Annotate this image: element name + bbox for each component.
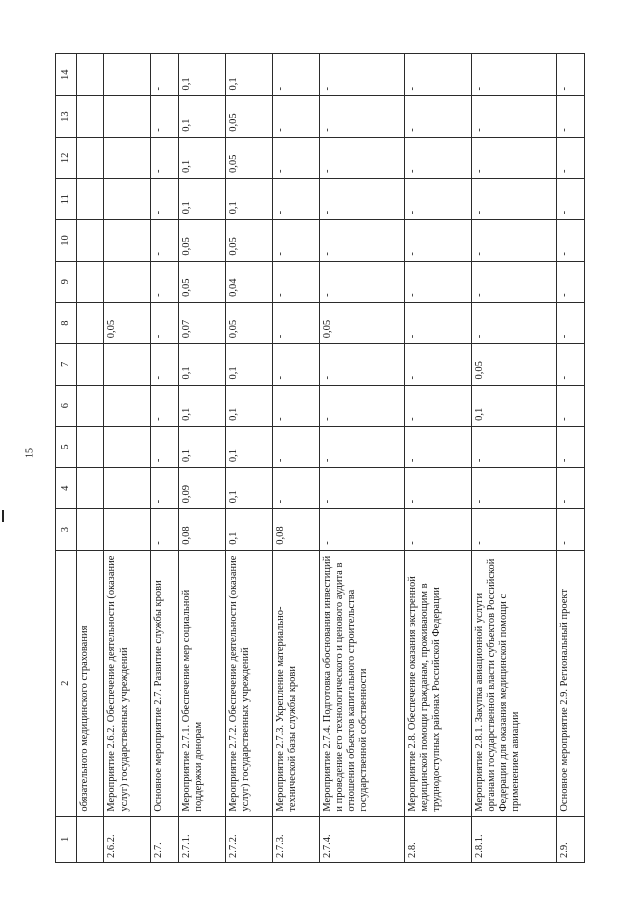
header-cell: 3 [56, 509, 77, 550]
value-cell: 0,08 [272, 509, 319, 550]
table-row [405, 54, 471, 863]
value-cell [77, 179, 104, 220]
value-cell: 0,1 [178, 385, 225, 426]
row-number-cell [77, 816, 104, 862]
table-row [104, 54, 151, 863]
value-cell: 0,1 [178, 96, 225, 137]
value-cell: - [405, 344, 471, 385]
value-cell [104, 426, 151, 467]
value-cell: - [557, 54, 585, 96]
value-cell [77, 137, 104, 178]
value-cell: 0,05 [225, 220, 272, 261]
value-cell: - [405, 96, 471, 137]
value-cell: - [471, 468, 557, 509]
value-cell: - [272, 220, 319, 261]
value-cell: 0,1 [225, 426, 272, 467]
row-number-cell: 2.7.3. [272, 816, 319, 862]
value-cell: - [557, 137, 585, 178]
row-name-cell: Основное мероприятие 2.7. Развитие службы крови [151, 550, 178, 816]
value-cell: - [405, 261, 471, 302]
value-cell: 0,05 [104, 302, 151, 343]
value-cell: - [272, 426, 319, 467]
table-row [272, 54, 319, 863]
row-name-cell: Мероприятие 2.7.1. Обеспечение мер социальной поддержки донорам [178, 550, 225, 816]
value-cell: 0,1 [225, 179, 272, 220]
table-row [151, 54, 178, 863]
value-cell: 0,1 [225, 468, 272, 509]
value-cell: - [319, 96, 405, 137]
value-cell: 0,1 [471, 385, 557, 426]
value-cell: - [151, 509, 178, 550]
value-cell [104, 509, 151, 550]
value-cell: - [471, 302, 557, 343]
value-cell: 0,1 [225, 385, 272, 426]
value-cell: - [405, 426, 471, 467]
value-cell: - [272, 179, 319, 220]
value-cell: - [272, 261, 319, 302]
row-number-cell: 2.8. [405, 816, 471, 862]
value-cell: - [151, 220, 178, 261]
row-name-cell: Мероприятие 2.7.2. Обеспечение деятельности (оказание услуг) государственных учреждений [225, 550, 272, 816]
value-cell: 0,05 [225, 96, 272, 137]
table-row [225, 54, 272, 863]
header-cell: 7 [56, 344, 77, 385]
row-name-cell: Мероприятие 2.8. Обеспечение оказания экстренной медицинской помощи гражданам, проживающим в труднодоступных районах Российской Федерации [405, 550, 471, 816]
value-cell: - [151, 96, 178, 137]
value-cell [77, 385, 104, 426]
value-cell: - [272, 302, 319, 343]
value-cell: 0,05 [225, 302, 272, 343]
value-cell: - [471, 509, 557, 550]
value-cell [104, 385, 151, 426]
value-cell: - [405, 220, 471, 261]
header-cell: 10 [56, 220, 77, 261]
value-cell: - [319, 344, 405, 385]
header-cell: 9 [56, 261, 77, 302]
value-cell: - [405, 385, 471, 426]
value-cell: - [557, 302, 585, 343]
row-number-cell: 2.7.1. [178, 816, 225, 862]
value-cell: 0,07 [178, 302, 225, 343]
value-cell: - [151, 344, 178, 385]
value-cell: - [319, 468, 405, 509]
value-cell: - [151, 385, 178, 426]
value-cell: - [557, 509, 585, 550]
margin-mark [2, 510, 4, 522]
value-cell: - [557, 344, 585, 385]
value-cell: - [557, 261, 585, 302]
value-cell: - [151, 302, 178, 343]
value-cell: - [151, 179, 178, 220]
value-cell [104, 261, 151, 302]
header-cell: 11 [56, 179, 77, 220]
header-cell: 12 [56, 137, 77, 178]
value-cell: - [471, 179, 557, 220]
value-cell: - [272, 137, 319, 178]
value-cell: 0,1 [225, 54, 272, 96]
value-cell: 0,05 [471, 344, 557, 385]
value-cell [77, 509, 104, 550]
value-cell: 0,1 [225, 344, 272, 385]
value-cell: - [405, 137, 471, 178]
value-cell [104, 54, 151, 96]
table-row [471, 54, 557, 863]
header-cell: 1 [56, 816, 77, 862]
rotated-table-container [55, 53, 585, 863]
value-cell [77, 426, 104, 467]
value-cell: - [272, 54, 319, 96]
value-cell: - [319, 179, 405, 220]
header-cell: 14 [56, 54, 77, 96]
value-cell: - [405, 509, 471, 550]
row-name-cell: Мероприятие 2.8.1. Закупка авиационной услуги органами государственной власти субъектов Российской Федерации для оказания медицинской помощи с применением авиации [471, 550, 557, 816]
value-cell: - [319, 261, 405, 302]
value-cell [77, 96, 104, 137]
value-cell: - [272, 468, 319, 509]
value-cell: - [471, 220, 557, 261]
value-cell [77, 220, 104, 261]
value-cell: - [405, 54, 471, 96]
value-cell: - [557, 179, 585, 220]
header-cell: 8 [56, 302, 77, 343]
value-cell [104, 137, 151, 178]
value-cell: 0,1 [178, 54, 225, 96]
value-cell: - [272, 385, 319, 426]
row-number-cell: 2.9. [557, 816, 585, 862]
value-cell: 0,1 [225, 509, 272, 550]
header-cell: 13 [56, 96, 77, 137]
value-cell: - [557, 426, 585, 467]
row-number-cell: 2.6.2. [104, 816, 151, 862]
value-cell [77, 261, 104, 302]
value-cell [104, 468, 151, 509]
value-cell: - [319, 54, 405, 96]
value-cell: 0,04 [225, 261, 272, 302]
value-cell: - [471, 137, 557, 178]
table-row [557, 54, 585, 863]
table-row [319, 54, 405, 863]
table-row [77, 54, 104, 863]
value-cell: 0,1 [178, 179, 225, 220]
value-cell: - [319, 509, 405, 550]
value-cell: - [471, 426, 557, 467]
value-cell: - [319, 220, 405, 261]
value-cell [104, 220, 151, 261]
value-cell: 0,05 [319, 302, 405, 343]
value-cell: - [471, 261, 557, 302]
value-cell: - [319, 385, 405, 426]
value-cell: - [272, 344, 319, 385]
value-cell: 0,08 [178, 509, 225, 550]
value-cell [104, 96, 151, 137]
value-cell: - [557, 385, 585, 426]
row-name-cell: Мероприятие 2.7.3. Укрепление материально-технической базы службы крови [272, 550, 319, 816]
value-cell: 0,1 [178, 426, 225, 467]
value-cell: - [557, 468, 585, 509]
value-cell: - [557, 220, 585, 261]
header-cell: 4 [56, 468, 77, 509]
value-cell: - [272, 96, 319, 137]
value-cell [77, 344, 104, 385]
value-cell [77, 54, 104, 96]
header-cell: 6 [56, 385, 77, 426]
row-number-cell: 2.7.4. [319, 816, 405, 862]
value-cell: - [151, 54, 178, 96]
value-cell: - [151, 137, 178, 178]
value-cell [77, 468, 104, 509]
header-row [56, 54, 77, 863]
table-row [178, 54, 225, 863]
value-cell: - [151, 261, 178, 302]
value-cell: - [151, 468, 178, 509]
value-cell: 0,05 [178, 261, 225, 302]
value-cell [77, 302, 104, 343]
value-cell: - [405, 179, 471, 220]
row-number-cell: 2.7. [151, 816, 178, 862]
value-cell: - [471, 54, 557, 96]
value-cell: 0,05 [225, 137, 272, 178]
value-cell: - [319, 137, 405, 178]
data-table [55, 53, 585, 863]
value-cell: - [405, 468, 471, 509]
value-cell [104, 179, 151, 220]
value-cell: - [405, 302, 471, 343]
value-cell: - [557, 96, 585, 137]
row-number-cell: 2.7.2. [225, 816, 272, 862]
row-name-cell: Мероприятие 2.6.2. Обеспечение деятельности (оказание услуг) государственных учреждений [104, 550, 151, 816]
row-name-cell: обязательного медицинского страхования [77, 550, 104, 816]
value-cell: 0,05 [178, 220, 225, 261]
value-cell: - [151, 426, 178, 467]
value-cell: - [471, 96, 557, 137]
value-cell: 0,1 [178, 344, 225, 385]
value-cell: - [319, 426, 405, 467]
value-cell: 0,1 [178, 137, 225, 178]
value-cell [104, 344, 151, 385]
row-number-cell: 2.8.1. [471, 816, 557, 862]
row-name-cell: Мероприятие 2.7.4. Подготовка обоснования инвестиций и проведение его технологического и ценового аудита в отношении объектов капитального строительства государственной собственности [319, 550, 405, 816]
header-cell: 5 [56, 426, 77, 467]
row-name-cell: Основное мероприятие 2.9. Региональный проект [557, 550, 585, 816]
page-number: 15 [24, 448, 36, 458]
header-cell: 2 [56, 550, 77, 816]
value-cell: 0,09 [178, 468, 225, 509]
